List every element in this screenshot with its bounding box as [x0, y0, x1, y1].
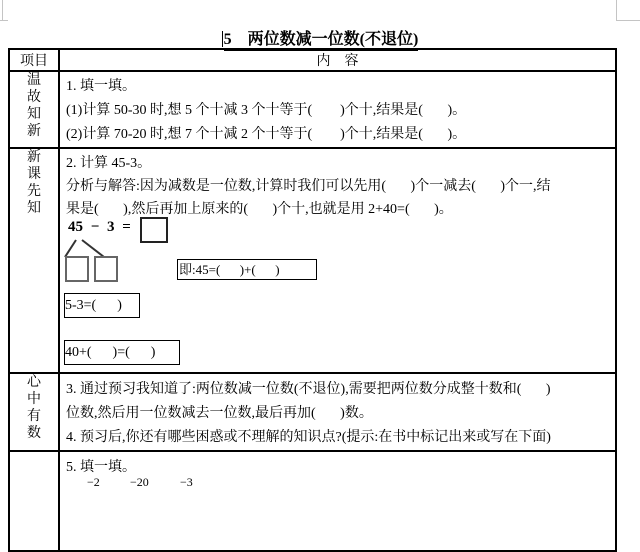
page-boundary-mark	[0, 20, 8, 21]
table-row-new-lesson	[9, 148, 616, 373]
row-label-cell	[9, 148, 59, 373]
minus-annotation: −3	[180, 475, 193, 489]
text-line: (2)计算 70-20 时,想 7 个十减 2 个十等于( )个十,结果是( )。	[66, 127, 467, 142]
text-line: (1)计算 50-30 时,想 5 个十减 3 个十等于( )个十,结果是( )。	[66, 103, 467, 118]
row-label: 心中有数	[27, 375, 41, 441]
text-line: 3. 通过预习我知道了:两位数减一位数(不退位),需要把两位数分成整十数和( )	[66, 382, 551, 397]
number-bond-box-left	[65, 256, 89, 282]
number-bond-box-right	[94, 256, 118, 282]
row-label-cell	[9, 373, 59, 451]
row-content-cell	[59, 148, 616, 373]
page-boundary-mark	[616, 0, 617, 21]
text-cursor	[222, 31, 223, 47]
subtraction-expression: 45 − 3 =	[68, 219, 131, 235]
table-row-fill-in	[9, 451, 616, 551]
text-line: 2. 计算 45-3。	[66, 156, 152, 171]
page-boundary-mark	[2, 0, 3, 21]
row-label: 温故知新	[27, 73, 41, 139]
row-label-cell	[9, 71, 59, 148]
text-line: 4. 预习后,你还有哪些困惑或不理解的知识点?(提示:在书中标记出来或写在下面)	[66, 430, 551, 445]
table-row-review	[9, 71, 616, 148]
table-header-row	[9, 49, 616, 71]
text-line: 分析与解答:因为减数是一位数,计算时我们可以先用( )个一减去( )个一,结	[66, 179, 551, 194]
row-content-cell	[59, 373, 616, 451]
worksheet-table	[8, 48, 617, 552]
text-line: 位数,然后用一位数减去一位数,最后再加( )数。	[66, 406, 373, 421]
minus-annotation: −2	[87, 475, 100, 489]
row-content-cell	[59, 451, 616, 551]
text-line: 1. 填一填。	[66, 79, 136, 94]
header-content-cell: 内 容	[59, 49, 616, 71]
answer-box	[140, 217, 168, 243]
row-content-cell	[59, 71, 616, 148]
page-title: 5 两位数减一位数(不退位)	[224, 26, 419, 51]
ones-subtraction-box: 5-3=( )	[64, 293, 140, 318]
minus-annotation: −20	[130, 475, 149, 489]
page-boundary-mark	[616, 20, 640, 21]
header-item-cell: 项目	[9, 49, 59, 71]
table-row-summary	[9, 373, 616, 451]
text-line: 果是( ),然后再加上原来的( )个十,也就是用 2+40=( )。	[66, 202, 453, 217]
text-line: 5. 填一填。	[66, 460, 136, 475]
row-label: 新课先知	[27, 150, 41, 216]
tens-addition-box: 40+( )=( )	[64, 340, 180, 365]
decompose-equation-box: 即:45=( )+( )	[177, 259, 317, 280]
row-label-cell	[9, 451, 59, 551]
